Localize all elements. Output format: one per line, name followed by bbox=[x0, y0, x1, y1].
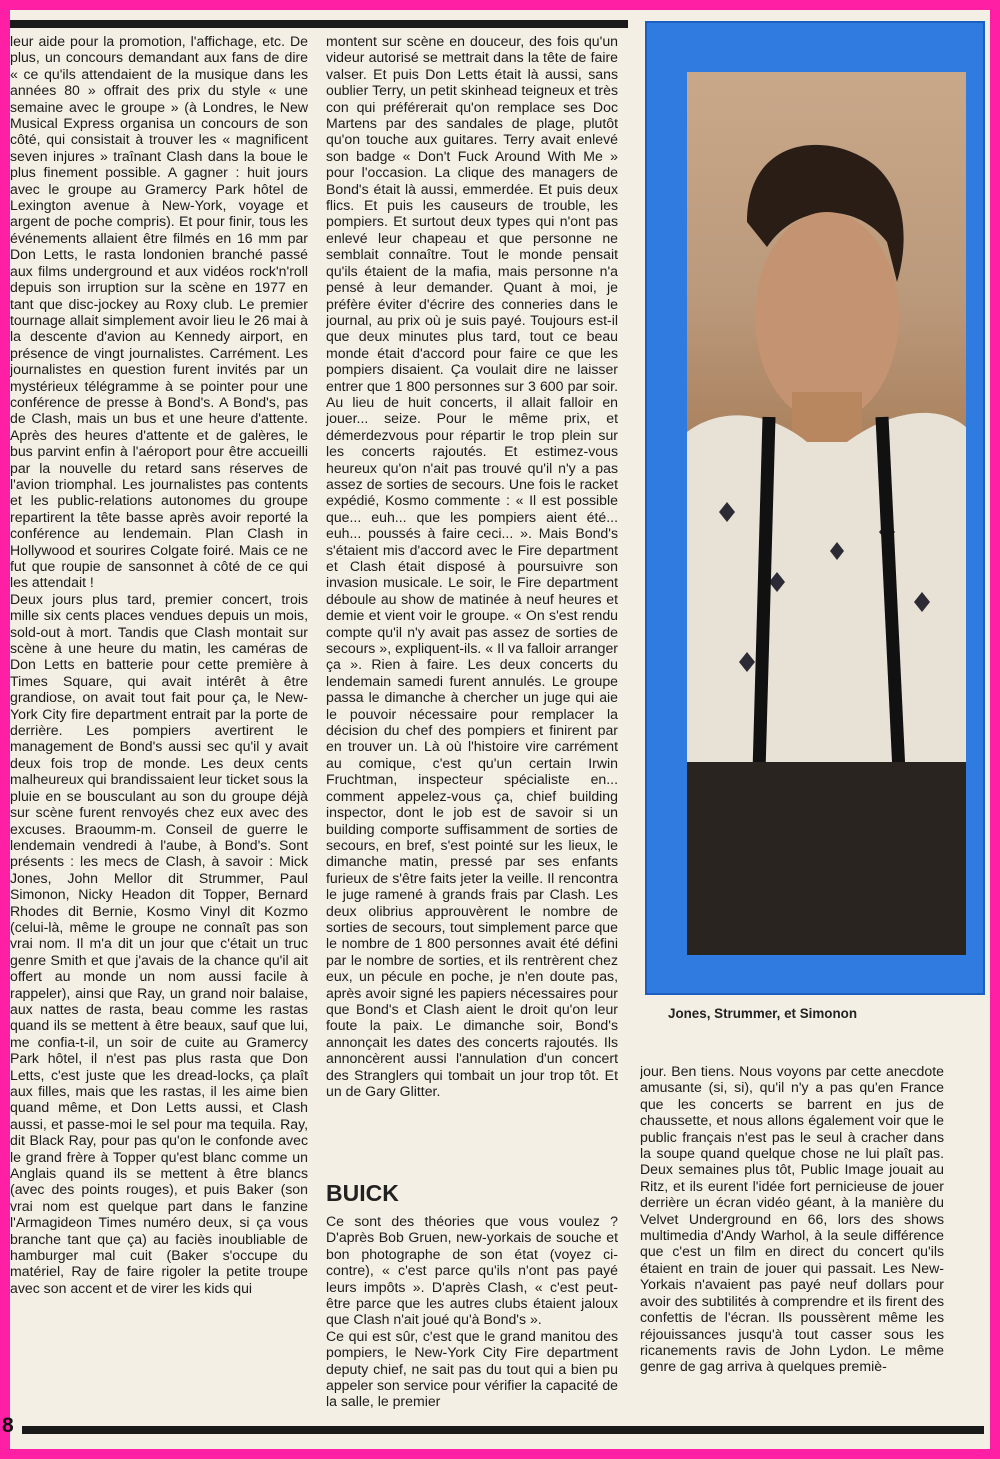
photo-caption: Jones, Strummer, et Simonon bbox=[668, 1006, 857, 1021]
paragraph: Ce qui est sûr, c'est que le grand manitou des pompiers, le New-York City Fire department deputy chief, ne sait pas du tout qui a bien pu appeler son service pour vérifier la capacité de la salle, le premier bbox=[326, 1327, 618, 1410]
paragraph: leur aide pour la promotion, l'affichage, etc. De plus, un concours demandant aux fans de dire « ce qu'ils attendaient de la musique dans les années 80 » offrait des prix du style « une semaine avec le groupe » (à Londres, le New Musical Express organisa un concours de son côté, qui consistait à trouver les « magnificent seven injures » traînant Clash dans la boue le plus finement possible. A gagner : huit jours avec le groupe au Gramercy Park hôtel de Lexington avenue à New-York, voyage et argent de poche compris). Et pour finir, tous les événements allaient être filmés en 16 mm par Don Letts, le rasta londonien branché passé aux films underground et aux vidéos rock'n'roll depuis son irruption sur la scène en 1977 en tant que disc-jockey au Roxy club. Le premier tournage allait simplement avoir lieu le 26 mai à la descente d'avion au Kennedy airport, en présence de vingt journalistes. Carrément. Les journalistes en question furent invités par un mystérieux télégramme à se pointer pour une conférence de presse à Bond's. A Bond's, pas de Clash, mais un bus et une heure d'attente. Après des heures d'attente et de galères, le bus parvint enfin à l'aéroport pour être accueilli par la nouvelle du retard sans réserves de l'avion triomphal. Les journalistes pas contents et les public-relations autonomes du groupe repartirent la tête basse après avoir reporté la conférence au lendemain. Plan Clash in Hollywood et sourires Colgate foiré. Mais ce ne fut que roupie de sansonnet à côté de ce qui les attendait ! bbox=[10, 33, 308, 591]
trousers-shape bbox=[687, 762, 966, 955]
article-column-1 bbox=[10, 33, 308, 1411]
photo-illustration bbox=[687, 72, 966, 955]
article-column-2 bbox=[326, 33, 618, 1171]
page-number: 8 bbox=[2, 1414, 14, 1437]
band-photo bbox=[687, 72, 966, 955]
face-shape bbox=[755, 212, 899, 422]
bottom-rule bbox=[22, 1426, 984, 1434]
shirt-shape bbox=[687, 413, 966, 772]
paragraph: jour. Ben tiens. Nous voyons par cette anecdote amusante (si, si), qu'il n'y a pas qu'en France que les concerts se barrent en jus de chaussette, et nous allons également voir que le public français n'est pas le seul à cracher dans la soupe quand quelque chose ne lui plaît pas. Deux semaines plus tôt, Public Image jouait au Ritz, et ils eurent l'idée fort pernicieuse de jouer derrière un écran vidéo géant, à la manière du Velvet Underground en 66, lors des shows multimedia d'Andy Warhol, à la seule différence que c'est un film en direct du concert qu'ils étaient en train de jouer qui passait. Les New-Yorkais n'avaient pas payé neuf dollars pour avoir des subtilités à comprendre et ils firent des confettis de l'écran. Ils poussèrent même les réjouissances jusqu'à tout casser sous les ricanements ravis de John Lydon. Le même genre de gag arriva à quelques premiè- bbox=[640, 1063, 944, 1375]
top-rule bbox=[10, 20, 628, 28]
article-column-3 bbox=[326, 1213, 618, 1411]
section-heading: BUICK bbox=[326, 1180, 399, 1206]
article-column-4 bbox=[640, 1063, 944, 1411]
paragraph: Ce sont des théories que vous voulez ? D'après Bob Gruen, new-yorkais de souche et bon photographe de son état (voyez ci-contre), « c'est parce qu'ils n'ont pas payé leurs impôts ». D'après Clash, « c'est peut-être parce que les autres clubs étaient jaloux que Clash n'ait joué qu'à Bond's ». bbox=[326, 1213, 618, 1328]
paragraph: montent sur scène en douceur, des fois qu'un videur autorisé se mettrait dans la tête de faire valser. Et puis Don Letts était là aussi, sans oublier Terry, un petit skinhead teigneux et très con qui préférerait qu'on remplace ses Doc Martens par des sandales de plage, plutôt qu'on touche aux guitares. Terry avait enlevé son badge « Don't Fuck Around With Me » pour l'occasion. La clique des managers de Bond's était là aussi, emmerdée. Et puis deux flics. Et puis les causeurs de trouble, les pompiers. Et surtout deux types qui n'ont pas enlevé leur chapeau et que personne ne semblait connaître. Tout le monde pensait qu'ils étaient de la mafia, mais personne n'a pensé à leur demander. Quant à moi, je préfère éviter d'écrire des conneries dans le journal, au prix où je suis payé. Toujours est-il que deux minutes plus tard, tout ce beau monde était d'accord pour faire ce que les pompiers disaient. Ça voulait dire ne laisser entrer que 1 800 personnes sur 3 600 par soir. Au lieu de huit concerts, il allait falloir en jouer... seize. Pour le même prix, et démerdezvous pour répartir le trop plein sur les concerts rajoutés. Et estimez-vous heureux qu'on n'ait pas trouvé qu'il n'y a pas assez de sorties de secours. Une fois le racket expédié, Kosmo commente : « Il est possible que... euh... que les pompiers aient été... euh... poussés à faire ceci... ». Mais Bond's s'étaient mis d'accord avec le Fire department et Clash était disposé à poursuivre son invasion musicale. Le soir, le Fire department déboule au show de matinée à neuf heures et demie et vient voir le groupe. « On s'est rendu compte qu'il n'y avait pas assez de sorties de secours », expliquent-ils. « Il va falloir arranger ça ». Rien à faire. Les deux concerts du lendemain samedi furent annulés. Le groupe passa le dimanche à chercher un juge qui aie le pouvoir nécessaire pour remplacer la décision du chef des pompiers et finirent par en trouver un. Là où l'histoire vire carrément au comique, c'est qu'un certain Irwin Fruchtman, inspecteur spécialiste en... comment appelez-vous ça, chief building inspector, dont le job est de savoir si un building comporte suffisamment de sorties de secours, en bref, s'est pointé sur les lieux, le dimanche matin, pressé par ses enfants furieux de s'être faits jeter la veille. Il rencontra le juge ramené à grands frais par Clash. Les deux olibrius approuvèrent le nombre de sorties de secours, tout simplement parce que le nombre de 1 800 personnes avait été défini par le nombre de sorties, et ils rentrèrent chez eux, un pécule en poche, je n'en doute pas, après avoir signé les papiers nécessaires pour que Bond's et Clash aient le droit qu'on leur foute la paix. Le dimanche soir, Bond's annonçait les dates des concerts rajoutés. Ils annoncèrent aussi l'annulation d'un concert des Stranglers qui tombait un jour trop tôt. Et un de Gary Glitter. bbox=[326, 33, 618, 1099]
paragraph: Deux jours plus tard, premier concert, trois mille six cents places vendues depuis un mois, sold-out à mort. Tandis que Clash montait sur scène à une heure du matin, les caméras de Don Letts en batterie pour cette première à Times Square, qui avait intérêt à être grandiose, on avait tout fait pour ça, le New-York City fire department entrait par la porte de derrière. Les pompiers avertirent le management de Bond's aussi sec qu'il y avait deux fois trop de monde. Les deux cents malheureux qui brandissaient leur ticket sous la pluie en se bousculant au son du groupe déjà sur scène furent renvoyés chez eux avec des excuses. Braoumm-m. Conseil de guerre le lendemain vendredi à l'aube, à Bond's. Sont présents : les mecs de Clash, à savoir : Mick Jones, John Mellor dit Strummer, Paul Simonon, Nicky Headon dit Topper, Bernard Rhodes dit Bernie, Kosmo Vinyl dit Kozmo (celui-là, même le groupe ne connaît pas son vrai nom. Il m'a dit un jour que c'était un truc genre Smith et que j'avais de la chance qu'il ait offert au monde un nom aussi facile à rappeler), ainsi que Ray, un grand noir balaise, aux nattes de rasta, beau comme les rastas quand ils se mettent à être beaux, sauf que lui, me confia-t-il, un soir de cuite au Gramercy Park hôtel, il n'est pas plus rasta que Don Letts, c'est juste que les dread-locks, ça plaît aux filles, mais que les rastas, il les aime bien quand même, et Don Letts aussi, et Clash aussi, et passe-moi le sel pour ma tequila. Ray, dit Black Ray, pour pas qu'on le confonde avec le grand frère à Topper qu'est blanc comme un Anglais quand ils se mettent à être blancs (avec des points rouges), et puis Baker (son vrai nom est quelque part dans le fanzine l'Armagideon Times numéro deux, si ça vous branche tant que ça) au faciès inoubliable de hamburger mal cuit (Baker s'occupe du matériel, Ray de faire rigoler la petite troupe avec son accent et de virer les kids qui bbox=[10, 590, 308, 1296]
